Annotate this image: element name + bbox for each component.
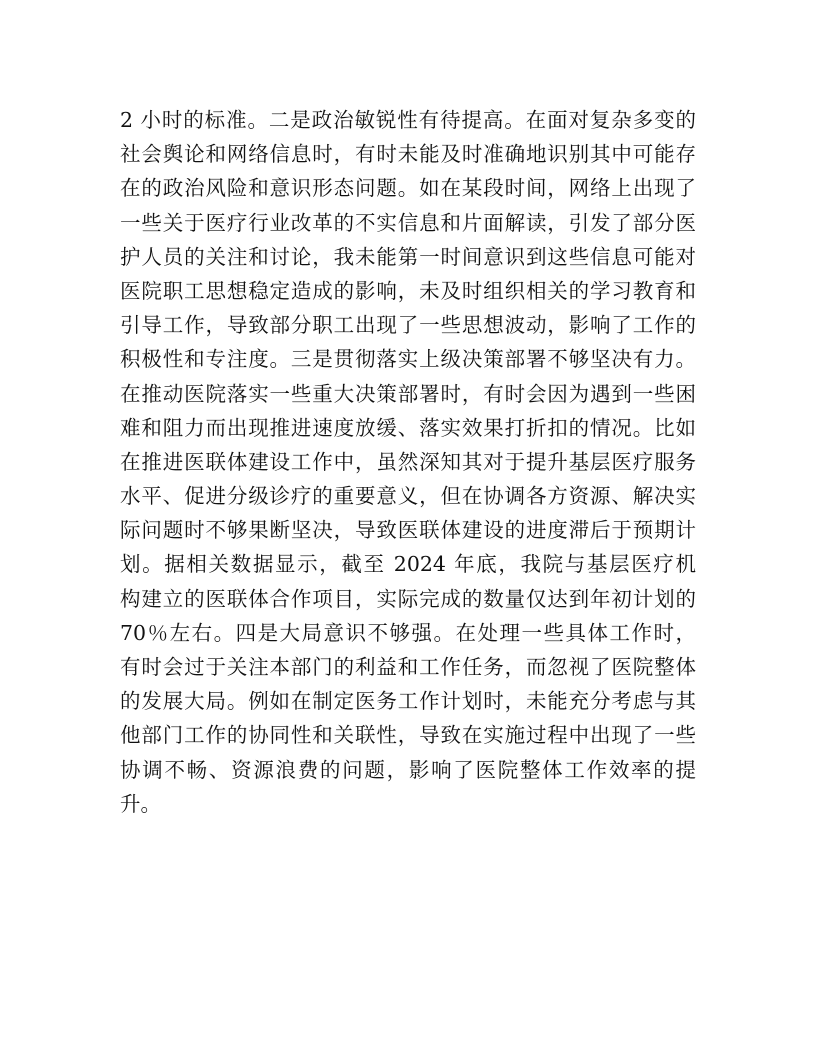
text-line: 难和阻力而出现推进速度放缓、落实效果打折扣的情况。比如 [120, 415, 696, 440]
text-line: 在的政治风险和意识形态问题。如在某段时间，网络上出现了 [120, 176, 696, 201]
body-paragraph [120, 103, 696, 821]
text-line: 际问题时不够果断坚决，导致医联体建设的进度滞后于预期计 [120, 518, 696, 543]
text-line: 引导工作，导致部分职工出现了一些思想波动，影响了工作的 [120, 313, 696, 338]
text-line: 协调不畅、资源浪费的问题，影响了医院整体工作效率的提 [120, 757, 696, 782]
text-line: 构建立的医联体合作项目，实际完成的数量仅达到年初计划的 [120, 586, 696, 611]
text-line: 一些关于医疗行业改革的不实信息和片面解读，引发了部分医 [120, 210, 696, 235]
text-line: 有时会过于关注本部门的利益和工作任务，而忽视了医院整体 [120, 655, 696, 679]
text-line: 医院职工思想稳定造成的影响，未及时组织相关的学习教育和 [120, 278, 696, 303]
text-line: 社会舆论和网络信息时，有时未能及时准确地识别其中可能存 [120, 142, 696, 167]
text-line: 在推进医联体建设工作中，虽然深知其对于提升基层医疗服务 [120, 449, 696, 474]
text-line: 在推动医院落实一些重大决策部署时，有时会因为遇到一些困 [120, 381, 696, 406]
text-line: 70％左右。四是大局意识不够强。在处理一些具体工作时， [120, 620, 696, 645]
text-line: 积极性和专注度。三是贯彻落实上级决策部署不够坚决有力。 [120, 347, 696, 372]
text-line: 2 小时的标准。二是政治敏锐性有待提高。在面对复杂多变的 [120, 108, 696, 132]
text-line: 水平、促进分级诊疗的重要意义，但在协调各方资源、解决实 [120, 484, 696, 509]
text-line: 的发展大局。例如在制定医务工作计划时，未能充分考虑与其 [120, 689, 696, 714]
text-line: 护人员的关注和讨论，我未能第一时间意识到这些信息可能对 [120, 244, 696, 269]
text-line: 升。 [120, 791, 161, 816]
text-line: 划。据相关数据显示，截至 2024 年底，我院与基层医疗机 [120, 552, 696, 577]
text-line: 他部门工作的协同性和关联性，导致在实施过程中出现了一些 [120, 723, 696, 748]
